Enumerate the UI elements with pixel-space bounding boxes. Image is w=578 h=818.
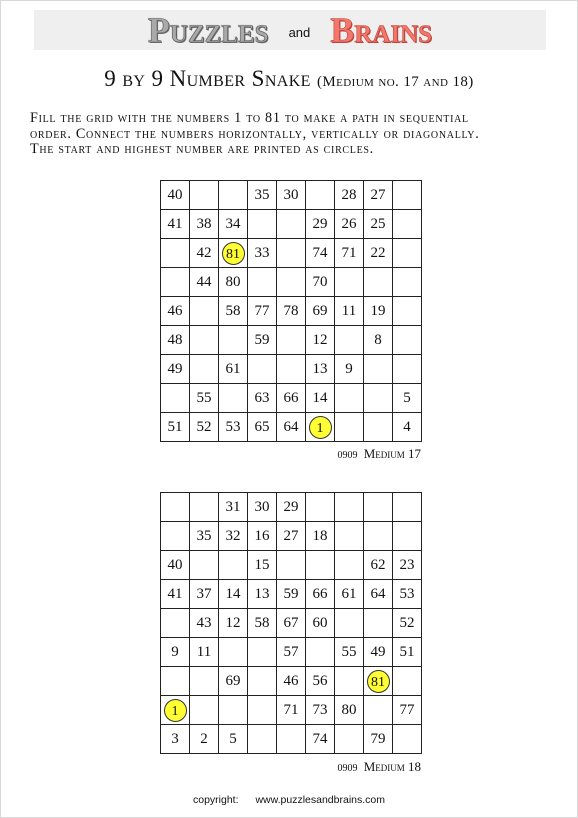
grid-cell[interactable]: 11 (190, 638, 219, 667)
copyright-site-link[interactable]: www.puzzlesandbrains.com (255, 794, 385, 806)
grid-cell[interactable] (364, 696, 393, 725)
grid-cell[interactable]: 13 (306, 355, 335, 384)
grid-cell[interactable] (277, 326, 306, 355)
grid-row (161, 493, 422, 522)
grid-cell[interactable] (219, 384, 248, 413)
grid-cell[interactable]: 55 (335, 638, 364, 667)
grid-cell[interactable] (248, 210, 277, 239)
grid-cell[interactable]: 9 (161, 638, 190, 667)
grid-cell[interactable]: 40 (161, 551, 190, 580)
grid-cell[interactable] (277, 355, 306, 384)
puzzle-label: Medium 17 (363, 446, 421, 461)
grid-cell[interactable] (190, 355, 219, 384)
instructions (30, 111, 560, 158)
grid-cell[interactable] (161, 384, 190, 413)
page-title (0, 66, 578, 92)
grid-cell[interactable]: 51 (161, 413, 190, 442)
grid-cell[interactable] (393, 522, 422, 551)
puzzle-code: 0909 (337, 763, 358, 774)
grid-cell[interactable]: 59 (277, 580, 306, 609)
puzzle-caption-1 (221, 446, 421, 462)
grid-cell[interactable]: 46 (161, 297, 190, 326)
grid-cell[interactable] (161, 493, 190, 522)
grid-cell[interactable]: 61 (335, 580, 364, 609)
grid-cell[interactable]: 5 (219, 725, 248, 754)
grid-cell[interactable] (393, 297, 422, 326)
grid-cell[interactable]: 74 (306, 725, 335, 754)
grid-cell[interactable]: 40 (161, 181, 190, 210)
grid-row (161, 210, 422, 239)
grid-cell[interactable]: 9 (335, 355, 364, 384)
grid-cell[interactable]: 59 (248, 326, 277, 355)
grid-cell[interactable]: 12 (306, 326, 335, 355)
grid-cell[interactable]: 11 (335, 297, 364, 326)
grid-cell[interactable]: 71 (335, 239, 364, 268)
grid-cell[interactable] (277, 725, 306, 754)
grid-cell[interactable] (277, 210, 306, 239)
copyright-footer (0, 794, 578, 806)
title-main: 9 by 9 Number Snake (104, 66, 311, 91)
grid-cell[interactable] (364, 355, 393, 384)
grid-cell[interactable]: 35 (190, 522, 219, 551)
grid-cell[interactable] (393, 725, 422, 754)
grid-cell[interactable] (393, 210, 422, 239)
grid-cell[interactable]: 22 (364, 239, 393, 268)
grid-cell[interactable]: 65 (248, 413, 277, 442)
grid-cell[interactable]: 52 (393, 609, 422, 638)
grid-cell[interactable] (393, 667, 422, 696)
grid-row (161, 522, 422, 551)
grid-cell[interactable] (161, 609, 190, 638)
grid-cell[interactable]: 55 (190, 384, 219, 413)
grid-cell[interactable]: 3 (161, 725, 190, 754)
grid-cell[interactable] (161, 667, 190, 696)
grid-cell[interactable]: 27 (364, 181, 393, 210)
grid-cell[interactable]: 8 (364, 326, 393, 355)
grid-cell[interactable]: 49 (161, 355, 190, 384)
grid-cell[interactable]: 69 (306, 297, 335, 326)
grid-row (161, 326, 422, 355)
grid-cell[interactable]: 58 (219, 297, 248, 326)
grid-cell[interactable]: 77 (248, 297, 277, 326)
circled-number: 81 (367, 670, 390, 693)
puzzle-label: Medium 18 (363, 759, 421, 774)
grid-cell[interactable]: 43 (190, 609, 219, 638)
grid-row (161, 268, 422, 297)
grid-row (161, 413, 422, 442)
grid-row (161, 725, 422, 754)
grid-row (161, 667, 422, 696)
grid-cell[interactable] (364, 384, 393, 413)
puzzle-caption-2 (221, 759, 421, 775)
grid-cell[interactable] (335, 522, 364, 551)
grid-cell[interactable]: 37 (190, 580, 219, 609)
grid-cell[interactable]: 35 (248, 181, 277, 210)
grid-cell[interactable] (248, 268, 277, 297)
logo-brains-text: Brains (330, 10, 433, 50)
grid-cell[interactable]: 74 (306, 239, 335, 268)
logo-and-text: and (288, 24, 311, 40)
grid-cell[interactable]: 56 (306, 667, 335, 696)
grid-cell[interactable] (335, 667, 364, 696)
grid-cell[interactable] (219, 551, 248, 580)
grid-cell[interactable] (335, 551, 364, 580)
grid-cell[interactable] (393, 355, 422, 384)
grid-cell[interactable] (393, 268, 422, 297)
grid-cell[interactable] (219, 181, 248, 210)
grid-cell[interactable]: 38 (190, 210, 219, 239)
grid-cell[interactable] (306, 551, 335, 580)
grid-cell[interactable]: 14 (306, 384, 335, 413)
instruction-line: order. Connect the numbers horizontally, vertically or diagonally. (30, 125, 480, 142)
title-subtitle: (Medium no. 17 and 18) (317, 74, 474, 90)
grid-cell[interactable] (248, 725, 277, 754)
grid-cell[interactable]: 51 (393, 638, 422, 667)
puzzle-code: 0909 (337, 450, 358, 461)
grid-cell[interactable] (219, 638, 248, 667)
copyright-label: copyright: (192, 794, 239, 806)
grid-row (161, 609, 422, 638)
grid-cell[interactable]: 44 (190, 268, 219, 297)
puzzle-grid-1 (160, 180, 422, 442)
grid-cell[interactable]: 15 (248, 551, 277, 580)
grid-cell[interactable]: 79 (364, 725, 393, 754)
grid-cell[interactable] (306, 413, 335, 442)
grid-cell[interactable] (219, 326, 248, 355)
grid-cell[interactable]: 32 (219, 522, 248, 551)
circled-number: 81 (222, 242, 245, 265)
grid-cell[interactable]: 23 (393, 551, 422, 580)
grid-cell[interactable]: 53 (219, 413, 248, 442)
grid-cell[interactable] (393, 326, 422, 355)
grid-cell[interactable]: 13 (248, 580, 277, 609)
grid-cell[interactable] (393, 181, 422, 210)
grid-cell[interactable] (306, 638, 335, 667)
grid-cell[interactable] (248, 355, 277, 384)
grid-cell[interactable]: 66 (277, 384, 306, 413)
grid-cell[interactable] (190, 667, 219, 696)
grid-row (161, 384, 422, 413)
grid-row (161, 580, 422, 609)
grid-cell[interactable]: 30 (248, 493, 277, 522)
grid-cell[interactable]: 14 (219, 580, 248, 609)
logo-puzzles-text: Puzzles (147, 10, 269, 50)
grid-cell[interactable]: 67 (277, 609, 306, 638)
grid-cell[interactable] (190, 493, 219, 522)
grid-cell[interactable]: 5 (393, 384, 422, 413)
grid-cell[interactable] (306, 181, 335, 210)
grid-cell[interactable]: 63 (248, 384, 277, 413)
grid-row (161, 696, 422, 725)
grid-cell[interactable] (335, 493, 364, 522)
grid-cell[interactable] (335, 609, 364, 638)
grid-cell[interactable] (364, 522, 393, 551)
grid-cell[interactable]: 73 (306, 696, 335, 725)
grid-cell[interactable]: 64 (277, 413, 306, 442)
grid-cell[interactable]: 49 (364, 638, 393, 667)
circled-number: 1 (164, 699, 187, 722)
grid-cell[interactable]: 42 (190, 239, 219, 268)
grid-cell[interactable]: 31 (219, 493, 248, 522)
grid-cell[interactable] (393, 239, 422, 268)
circled-number: 1 (309, 416, 332, 439)
grid-cell[interactable]: 12 (219, 609, 248, 638)
grid-cell[interactable]: 69 (219, 667, 248, 696)
grid-cell[interactable] (161, 239, 190, 268)
grid-row (161, 239, 422, 268)
grid-cell[interactable]: 46 (277, 667, 306, 696)
grid-cell[interactable]: 28 (335, 181, 364, 210)
grid-cell[interactable] (277, 551, 306, 580)
grid-cell[interactable]: 19 (364, 297, 393, 326)
grid-cell[interactable]: 71 (277, 696, 306, 725)
grid-row (161, 638, 422, 667)
grid-cell[interactable] (248, 696, 277, 725)
grid-cell[interactable]: 58 (248, 609, 277, 638)
puzzle-grid-2 (160, 492, 422, 754)
site-logo-banner (34, 10, 546, 50)
grid-cell[interactable]: 80 (335, 696, 364, 725)
grid-cell[interactable]: 53 (393, 580, 422, 609)
grid-cell[interactable]: 25 (364, 210, 393, 239)
grid-cell[interactable]: 48 (161, 326, 190, 355)
grid-cell[interactable]: 41 (161, 580, 190, 609)
grid-row (161, 355, 422, 384)
grid-cell[interactable]: 62 (364, 551, 393, 580)
grid-cell[interactable] (219, 239, 248, 268)
grid-cell[interactable] (335, 326, 364, 355)
grid-cell[interactable]: 26 (335, 210, 364, 239)
grid-cell[interactable] (364, 667, 393, 696)
grid-cell[interactable] (364, 413, 393, 442)
grid-cell[interactable] (364, 268, 393, 297)
grid-cell[interactable]: 66 (306, 580, 335, 609)
grid-cell[interactable] (161, 696, 190, 725)
grid-cell[interactable]: 2 (190, 725, 219, 754)
grid-cell[interactable] (364, 493, 393, 522)
grid-cell[interactable] (306, 493, 335, 522)
grid-cell[interactable] (190, 181, 219, 210)
grid-cell[interactable] (277, 239, 306, 268)
grid-cell[interactable]: 29 (306, 210, 335, 239)
grid-cell[interactable]: 4 (393, 413, 422, 442)
grid-cell[interactable] (277, 268, 306, 297)
grid-cell[interactable]: 70 (306, 268, 335, 297)
grid-cell[interactable]: 60 (306, 609, 335, 638)
grid-cell[interactable]: 33 (248, 239, 277, 268)
grid-cell[interactable]: 18 (306, 522, 335, 551)
grid-cell[interactable] (335, 413, 364, 442)
grid-cell[interactable]: 52 (190, 413, 219, 442)
instruction-line: Fill the grid with the numbers 1 to 81 to make a path in sequential (30, 110, 469, 126)
grid-cell[interactable] (219, 696, 248, 725)
grid-cell[interactable] (393, 493, 422, 522)
grid-cell[interactable] (190, 326, 219, 355)
grid-cell[interactable] (335, 384, 364, 413)
grid-cell[interactable] (335, 725, 364, 754)
grid-cell[interactable] (364, 609, 393, 638)
grid-cell[interactable]: 41 (161, 210, 190, 239)
grid-cell[interactable]: 61 (219, 355, 248, 384)
grid-cell[interactable] (190, 551, 219, 580)
grid-cell[interactable] (190, 696, 219, 725)
grid-cell[interactable]: 16 (248, 522, 277, 551)
grid-cell[interactable]: 77 (393, 696, 422, 725)
instruction-line: The start and highest number are printed as circles. (30, 141, 374, 157)
grid-cell[interactable]: 57 (277, 638, 306, 667)
grid-cell[interactable] (190, 297, 219, 326)
grid-cell[interactable]: 78 (277, 297, 306, 326)
grid-cell[interactable]: 30 (277, 181, 306, 210)
grid-row (161, 181, 422, 210)
grid-row (161, 297, 422, 326)
grid-row (161, 551, 422, 580)
grid-cell[interactable]: 64 (364, 580, 393, 609)
grid-cell[interactable]: 80 (219, 268, 248, 297)
grid-cell[interactable] (248, 667, 277, 696)
grid-cell[interactable]: 29 (277, 493, 306, 522)
grid-cell[interactable] (335, 268, 364, 297)
grid-cell[interactable] (161, 522, 190, 551)
grid-cell[interactable]: 34 (219, 210, 248, 239)
grid-cell[interactable]: 27 (277, 522, 306, 551)
grid-cell[interactable] (161, 268, 190, 297)
grid-cell[interactable] (248, 638, 277, 667)
